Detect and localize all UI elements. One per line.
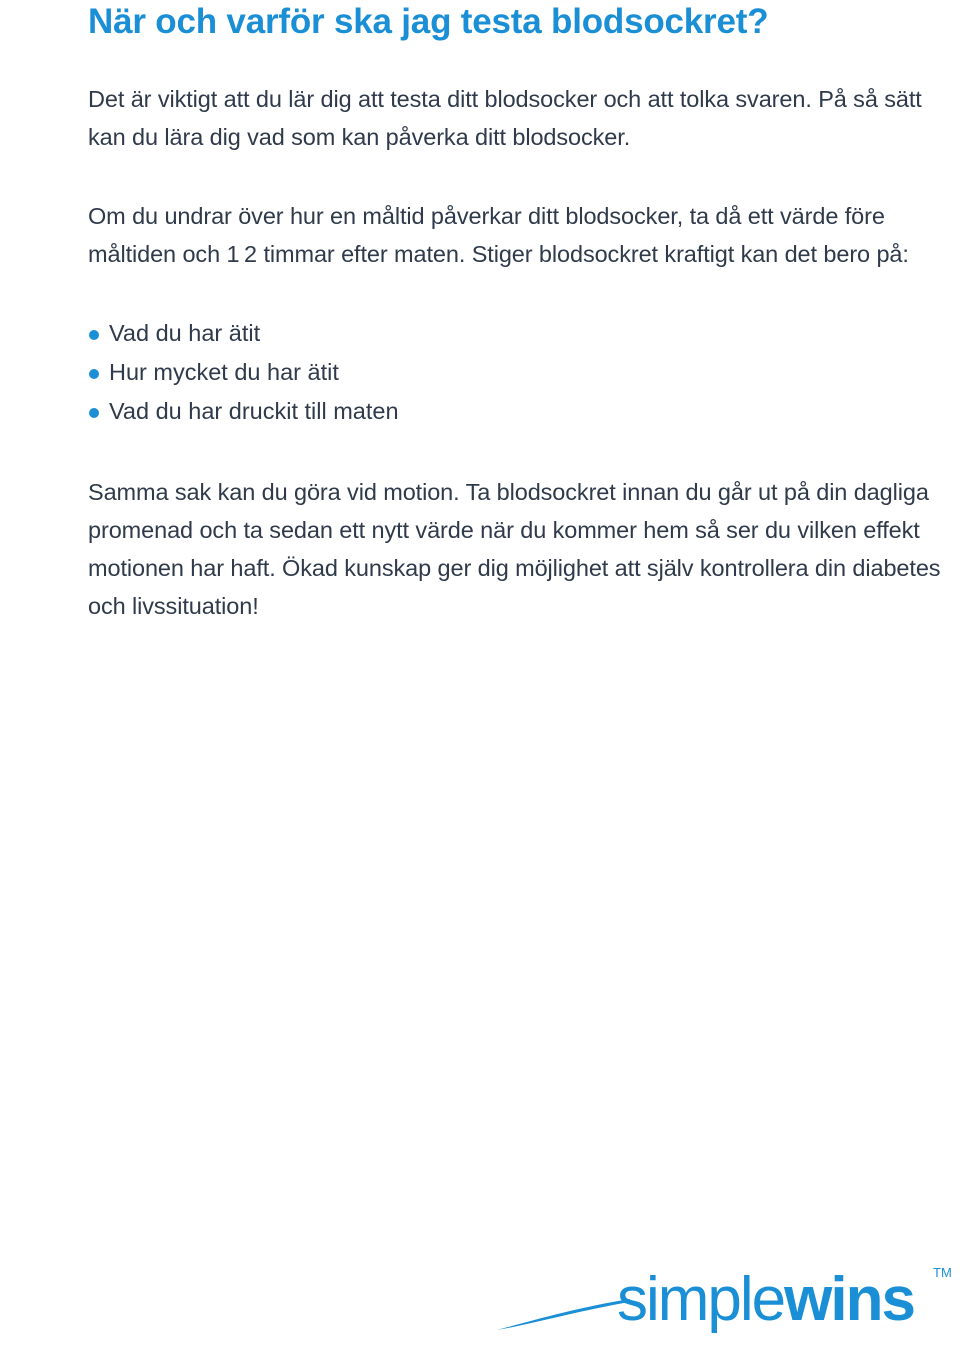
bullet-icon bbox=[89, 369, 99, 379]
logo-text-simple: simple bbox=[617, 1265, 785, 1334]
list-item-label: Hur mycket du har ätit bbox=[109, 359, 339, 385]
logo-wordmark bbox=[617, 1265, 914, 1334]
list-item-label: Vad du har druckit till maten bbox=[109, 398, 399, 424]
intro-paragraph: Det är viktigt att du lär dig att testa ditt blodsocker och att tolka svaren. På så sätt kan du lära dig vad som kan påverka ditt blodsocker. bbox=[88, 86, 922, 150]
list-item-label: Vad du har ätit bbox=[109, 320, 261, 346]
list-item bbox=[88, 314, 399, 353]
bullet-icon bbox=[89, 408, 99, 418]
list-item bbox=[88, 392, 399, 431]
list-item bbox=[88, 353, 399, 392]
meal-paragraph: Om du undrar över hur en måltid påverkar ditt blodsocker, ta då ett värde före måltiden och 1 2 timmar efter maten. Stiger blodsockret kraftigt kan det bero på: bbox=[88, 203, 909, 267]
logo-swoosh bbox=[497, 1299, 630, 1330]
cause-list bbox=[88, 314, 399, 431]
logo-text-wins: wins bbox=[784, 1265, 914, 1334]
bullet-icon bbox=[89, 330, 99, 340]
logo-trademark: TM bbox=[933, 1265, 952, 1280]
exercise-paragraph: Samma sak kan du göra vid motion. Ta blodsockret innan du går ut på din dagliga promenad och ta sedan ett nytt värde när du kommer hem så ser du vilken effekt motionen har haft. Ökad kunskap ger dig möjlighet att själv kontrollera din diabetes och livssituation! bbox=[88, 479, 941, 619]
page-title: När och varför ska jag testa blodsockret? bbox=[88, 2, 769, 41]
simplewins-logo bbox=[495, 1250, 955, 1342]
